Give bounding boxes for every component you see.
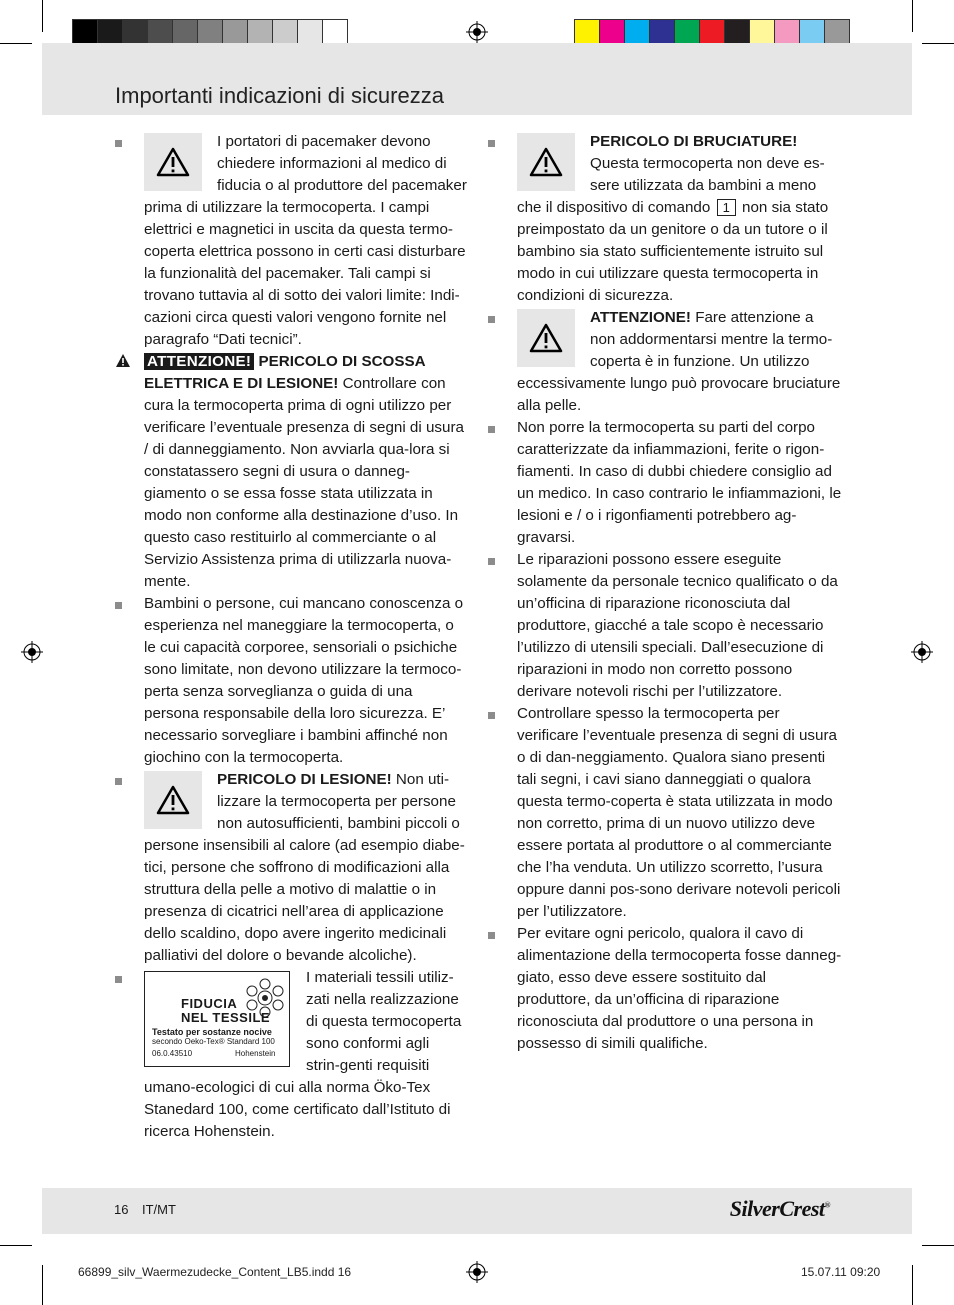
gray-color-strip: [72, 19, 347, 45]
certificate-institute: Hohenstein: [235, 1049, 276, 1058]
color-swatch: [624, 19, 650, 45]
certificate-number: 06.0.43510: [152, 1049, 193, 1058]
paragraph-text: non sia stato preimpostato da un genitore o da un tutore o il bambino sia stato sufficientemente istruito sul modo in cui utilizzare questa termocoperta in condizioni di sicurezza.: [517, 199, 829, 304]
color-swatch: [97, 19, 123, 45]
list-item: [488, 307, 842, 417]
list-item: [115, 769, 467, 967]
crop-mark: [42, 0, 43, 32]
language-code: IT/MT: [142, 1202, 176, 1217]
color-swatch: [799, 19, 825, 45]
paragraph: Per evitare ogni pericolo, qualora il cavo di alimentazione della termocoperta fosse danneg-giato, esso deve essere sostituito dal produttore, da un’officina di riparazione riconosciuta dal produttore o una persona in possesso di simili qualifiche.: [517, 925, 842, 1052]
crop-mark: [0, 1245, 32, 1246]
registration-mark-icon: [911, 641, 933, 663]
paragraph: Le riparazioni possono essere eseguite solamente da personale tecnico qualificato o da un’officina di riparazione riconosciuta dal produttore, giacché a tale scopo è necessario l’utilizzo di utensili speciali. Dall’esecuzione di riparazioni in modo non corretto possono derivare notevoli rischi per l’utilizzatore.: [517, 551, 838, 700]
crop-mark: [922, 43, 954, 44]
paragraph-text: Questa termocoperta non deve es-sere utilizzata da bambini a meno che il dispositivo di comando: [517, 155, 825, 216]
warning-icon: [517, 133, 575, 191]
color-swatch: [749, 19, 775, 45]
color-swatch: [649, 19, 675, 45]
color-swatch: [699, 19, 725, 45]
danger-heading: ATTENZIONE!: [590, 309, 691, 326]
color-swatch: [122, 19, 148, 45]
registration-mark-icon: [21, 641, 43, 663]
color-swatch: [197, 19, 223, 45]
bullet: [488, 932, 495, 939]
color-swatch: [774, 19, 800, 45]
paragraph: I materiali tessili utiliz-zati nella realizzazione di questa termocoperta sono conformi agli strin-genti requisiti umano-ecologici di cui alla norma Öko-Tex Stanedard 100, come certificato dall’Istituto di ricerca Hohenstein.: [144, 969, 462, 1140]
color-swatch: [272, 19, 298, 45]
paragraph-text: Non uti-lizzare la termocoperta per persone non autosufficienti, bambini piccoli o persone insensibili al calore (ad esempio diabe-tici, persone che soffrono di modificazioni alla struttura della pelle a motivo di malattie o in presenza di cicatrici nell’area di applicazione dello scaldino, dopo avere ingerito medicinali palliativi del dolore o bevande alcoliche).: [144, 771, 465, 964]
paragraph: I portatori di pacemaker devono chiedere informazioni al medico di fiducia o al produttore del pacemaker prima di utilizzare la termocoperta. I campi elettrici e magnetici in uscita da questa termo-coperta elettrica possono in certi casi disturbare la funzionalità del pacemaker. Tali campi si trovano tuttavia al di sotto dei valori limite: Indi-cazioni circa questi valori vengono fornite nel paragrafo “Dati tecnici”.: [144, 133, 467, 348]
bullet: [115, 778, 122, 785]
list-item: [115, 593, 467, 769]
list-item: [115, 351, 467, 593]
cmyk-color-strip: [574, 19, 849, 45]
list-item: [488, 131, 842, 307]
list-item: [488, 417, 842, 549]
right-column: [488, 131, 842, 1055]
paragraph: Controllare spesso la termocoperta per verificare l’eventuale presenza di segni di usura o di dan-neggiamento. Qualora siano presenti tali segni, i cavi siano danneggiati o qualora questa termo-coperta è stata utilizzata in modo non corretto, prima di un nuovo utilizzo deve essere portata al produttore o al commerciante che l’ha venduta. Un utilizzo scorretto, l’usura oppure danni pos-sono derivare notevoli pericoli per l’utilizzatore.: [517, 705, 841, 920]
list-item: [115, 131, 467, 351]
brand-logo: SilverCrest®: [729, 1196, 830, 1221]
danger-heading: PERICOLO DI LESIONE!: [217, 771, 392, 788]
crop-mark: [922, 1245, 954, 1246]
crop-mark: [42, 1265, 43, 1305]
warning-icon: [517, 309, 575, 367]
crop-mark: [912, 0, 913, 32]
page-number: 16: [114, 1202, 129, 1217]
certificate-title: FIDUCIA NEL TESSILE: [181, 996, 271, 1025]
bullet: [488, 316, 495, 323]
bullet: [488, 712, 495, 719]
attention-tag: ATTENZIONE!: [144, 353, 254, 370]
warning-icon: [144, 133, 202, 191]
print-slug-date: 15.07.11 09:20: [801, 1265, 881, 1279]
list-item: [488, 549, 842, 703]
paragraph-text: Fare attenzione a non addormentarsi mentre la termo-coperta è in funzione. Un utilizzo eccessivamente lungo può provocare bruciature alla pelle.: [517, 309, 841, 414]
color-swatch: [824, 19, 850, 45]
page-title: Importanti indicazioni di sicurezza: [115, 83, 444, 108]
crop-mark: [0, 43, 32, 44]
list-item: [488, 923, 842, 1055]
color-swatch: [222, 19, 248, 45]
color-swatch: [72, 19, 98, 45]
bullet: [115, 602, 122, 609]
warning-icon: [144, 771, 202, 829]
left-column: [115, 131, 467, 1143]
small-warning-icon: [115, 353, 131, 375]
paragraph: Non porre la termocoperta su parti del corpo caratterizzate da infiammazioni, ferite o rigon-fiamenti. In caso di dubbi chiedere consiglio ad un medico. In caso contrario le infiammazioni, le lesioni e / o i rigonfiamenti potrebbero ag-gravarsi.: [517, 419, 842, 546]
bullet: [488, 140, 495, 147]
bullet: [488, 558, 495, 565]
registration-mark-icon: [466, 1261, 488, 1283]
certificate-standard: secondo Oeko-Tex® Standard 100: [152, 1037, 275, 1046]
reference-number: 1: [717, 199, 736, 216]
danger-heading: PERICOLO DI SCOSSA ELETTRICA E DI LESIONE!: [144, 353, 426, 392]
list-item: [488, 703, 842, 923]
color-swatch: [297, 19, 323, 45]
bullet: [488, 426, 495, 433]
header-bar: [42, 43, 912, 115]
color-swatch: [247, 19, 273, 45]
color-swatch: [172, 19, 198, 45]
oeko-tex-certificate-label: [144, 971, 290, 1067]
paragraph: Bambini o persone, cui mancano conoscenza o esperienza nel maneggiare la termocoperta, o le cui capacità corporee, sensoriali o psichiche sono limitate, non devono utilizzare la termoco-perta senza sorveglianza o guida di una persona responsabile della loro sicurezza. E’ necessario sorvegliare i bambini affinché non giochino con la termocoperta.: [144, 595, 464, 766]
print-slug-file: 66899_silv_Waermezudecke_Content_LB5.indd 16: [78, 1265, 352, 1279]
color-swatch: [574, 19, 600, 45]
paragraph: [144, 351, 467, 593]
color-swatch: [674, 19, 700, 45]
color-swatch: [147, 19, 173, 45]
paragraph-text: Controllare con cura la termocoperta prima di ogni utilizzo per verificare l’eventuale presenza di segni di usura / di danneggiamento. Non avviarla qua-lora si constatassero segni di usura o danneg-giamento o se essa fosse stata utilizzata in modo non conforme alla destinazione d’uso. In questo caso restituirlo al commerciante o al Servizio Assistenza prima di utilizzarla nuova-mente.: [144, 375, 464, 590]
certificate-subtitle: Testato per sostanze nocive: [152, 1027, 272, 1037]
danger-heading: PERICOLO DI BRUCIATURE!: [590, 133, 798, 150]
color-swatch: [724, 19, 750, 45]
color-swatch: [599, 19, 625, 45]
bullet: [115, 140, 122, 147]
color-swatch: [322, 19, 348, 45]
registration-mark-icon: [466, 21, 488, 43]
list-item: [115, 967, 467, 1143]
crop-mark: [912, 1265, 913, 1305]
bullet: [115, 976, 122, 983]
footer-bar: [42, 1188, 912, 1234]
